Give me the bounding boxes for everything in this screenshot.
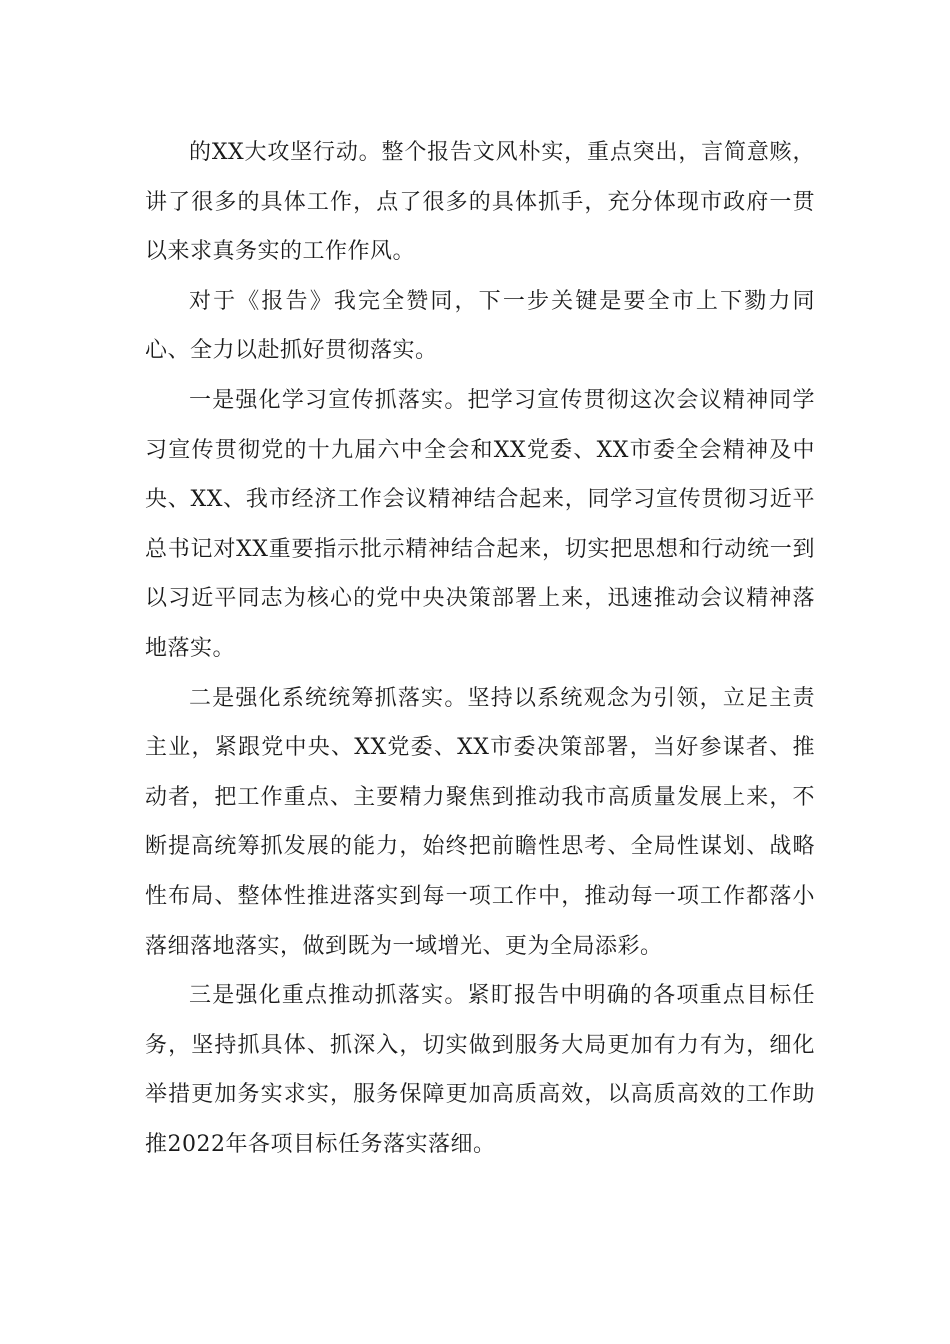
document-body: [145, 128, 815, 1169]
paragraph-continuation: 的XX大攻坚行动。整个报告文风朴实，重点突出，言简意赅，讲了很多的具体工作，点了很多的具体抓手，充分体现市政府一贯以来求真务实的工作作风。: [145, 140, 815, 265]
paragraph-agreement: 对于《报告》我完全赞同，下一步关键是要全市上下勠力同心、全力以赴抓好贯彻落实。: [145, 288, 815, 364]
paragraph-point-three: 三是强化重点推动抓落实。紧盯报告中明确的各项重点目标任务，坚持抓具体、抓深入，切实做到服务大局更加有力有为，细化举措更加务实求实，服务保障更加高质高效，以高质高效的工作助推2022年各项目标任务落实落细。: [145, 983, 815, 1157]
paragraph-point-one: 一是强化学习宣传抓落实。把学习宣传贯彻这次会议精神同学习宣传贯彻党的十九届六中全会和XX党委、XX市委全会精神及中央、XX、我市经济工作会议精神结合起来，同学习宣传贯彻习近平总书记对XX重要指示批示精神结合起来，切实把思想和行动统一到以习近平同志为核心的党中央决策部署上来，迅速推动会议精神落地落实。: [145, 387, 815, 661]
paragraph-point-two: 二是强化系统统筹抓落实。坚持以系统观念为引领，立足主责主业，紧跟党中央、XX党委、XX市委决策部署，当好参谋者、推动者，把工作重点、主要精力聚焦到推动我市高质量发展上来，不断提高统筹抓发展的能力，始终把前瞻性思考、全局性谋划、战略性布局、整体性推进落实到每一项工作中，推动每一项工作都落小落细落地落实，做到既为一域增光、更为全局添彩。: [145, 685, 815, 959]
